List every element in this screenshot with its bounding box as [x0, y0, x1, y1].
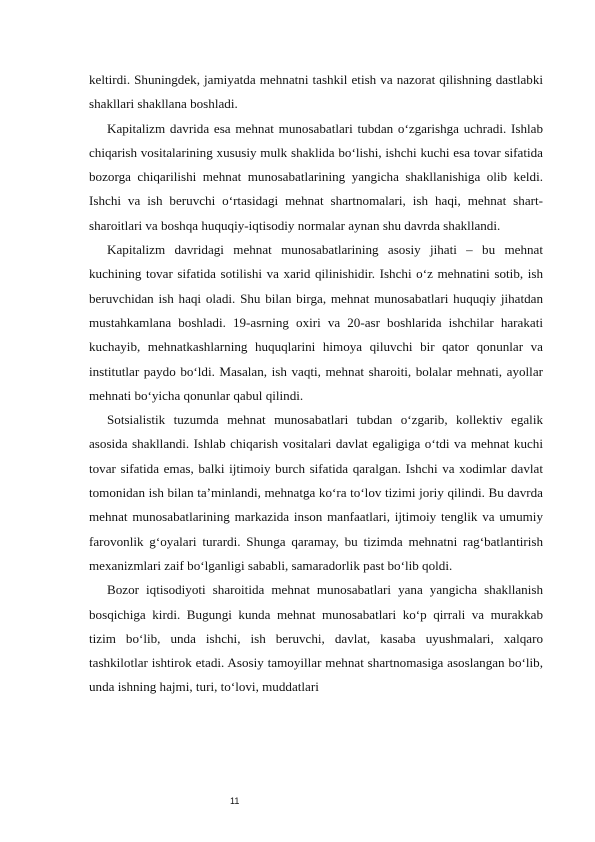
paragraph-capitalism-labor: Kapitalizm davridagi mehnat munosabatlarining asosiy jihati – bu mehnat kuchining tovar sifatida sotilishi va xarid qilinishidir. Ishchi o‘z mehnatini sotib, ish beruvchidan ish haqi oladi. Shu bilan birga, mehnat munosabatlari huquqiy jihatdan mustahkamlana boshladi. 19-asrning oxiri va 20-asr boshlarida ishchilar harakati kuchayib, mehnatkashlarning huquqlarini himoya qiluvchi bir qator qonunlar va institutlar paydo bo‘ldi. Masalan, ish vaqti, mehnat sharoiti, bolalar mehnati, ayollar mehnati bo‘yicha qonunlar qabul qilindi.	[89, 242, 543, 403]
page-number: 11	[230, 796, 240, 806]
paragraph-socialism: Sotsialistik tuzumda mehnat munosabatlari tubdan o‘zgarib, kollektiv egalik asosida shakllandi. Ishlab chiqarish vositalari davlat egaligiga o‘tdi va mehnat kuchi tovar sifatida emas, balki ijtimoiy burch sifatida qaralgan. Ishchi va xodimlar davlat tomonidan ish bilan ta’minlandi, mehnatga ko‘ra to‘lov tizimi joriy qilindi. Bu davrda mehnat munosabatlarining markazida inson manfaatlari, ijtimoiy tenglik va umumiy farovonlik g‘oyalari turardi. Shunga qaramay, bu tizimda mehnatni rag‘batlantirish mexanizmlari zaif bo‘lganligi sababli, samaradorlik past bo‘lib qoldi.	[89, 412, 543, 573]
body-text	[89, 68, 543, 700]
paragraph-capitalism: Kapitalizm davrida esa mehnat munosabatlari tubdan o‘zgarishga uchradi. Ishlab chiqarish vositalarining xususiy mulk shaklida bo‘lishi, ishchi kuchi esa tovar sifatida bozorga chiqarilishi mehnat munosabatlarining yangicha shakllanishiga olib keldi. Ishchi va ish beruvchi o‘rtasidagi mehnat shartnomalari, ish haqi, mehnat shart-sharoitlari va boshqa huquqiy-iqtisodiy normalar aynan shu davrda shakllandi.	[89, 120, 543, 233]
paragraph-continuation: keltirdi. Shuningdek, jamiyatda mehnatni tashkil etish va nazorat qilishning dastlabki shakllari shakllana boshladi.	[89, 72, 543, 112]
paragraph-market-economy: Bozor iqtisodiyoti sharoitida mehnat munosabatlari yana yangicha shakllanish bosqichiga kirdi. Bugungi kunda mehnat munosabatlari ko‘p qirrali va murakkab tizim bo‘lib, unda ishchi, ish beruvchi, davlat, kasaba uyushmalari, xalqaro tashkilotlar ishtirok etadi. Asosiy tamoyillar mehnat shartnomasiga asoslangan bo‘lib, unda ishning hajmi, turi, to‘lovi, muddatlari	[89, 582, 543, 695]
